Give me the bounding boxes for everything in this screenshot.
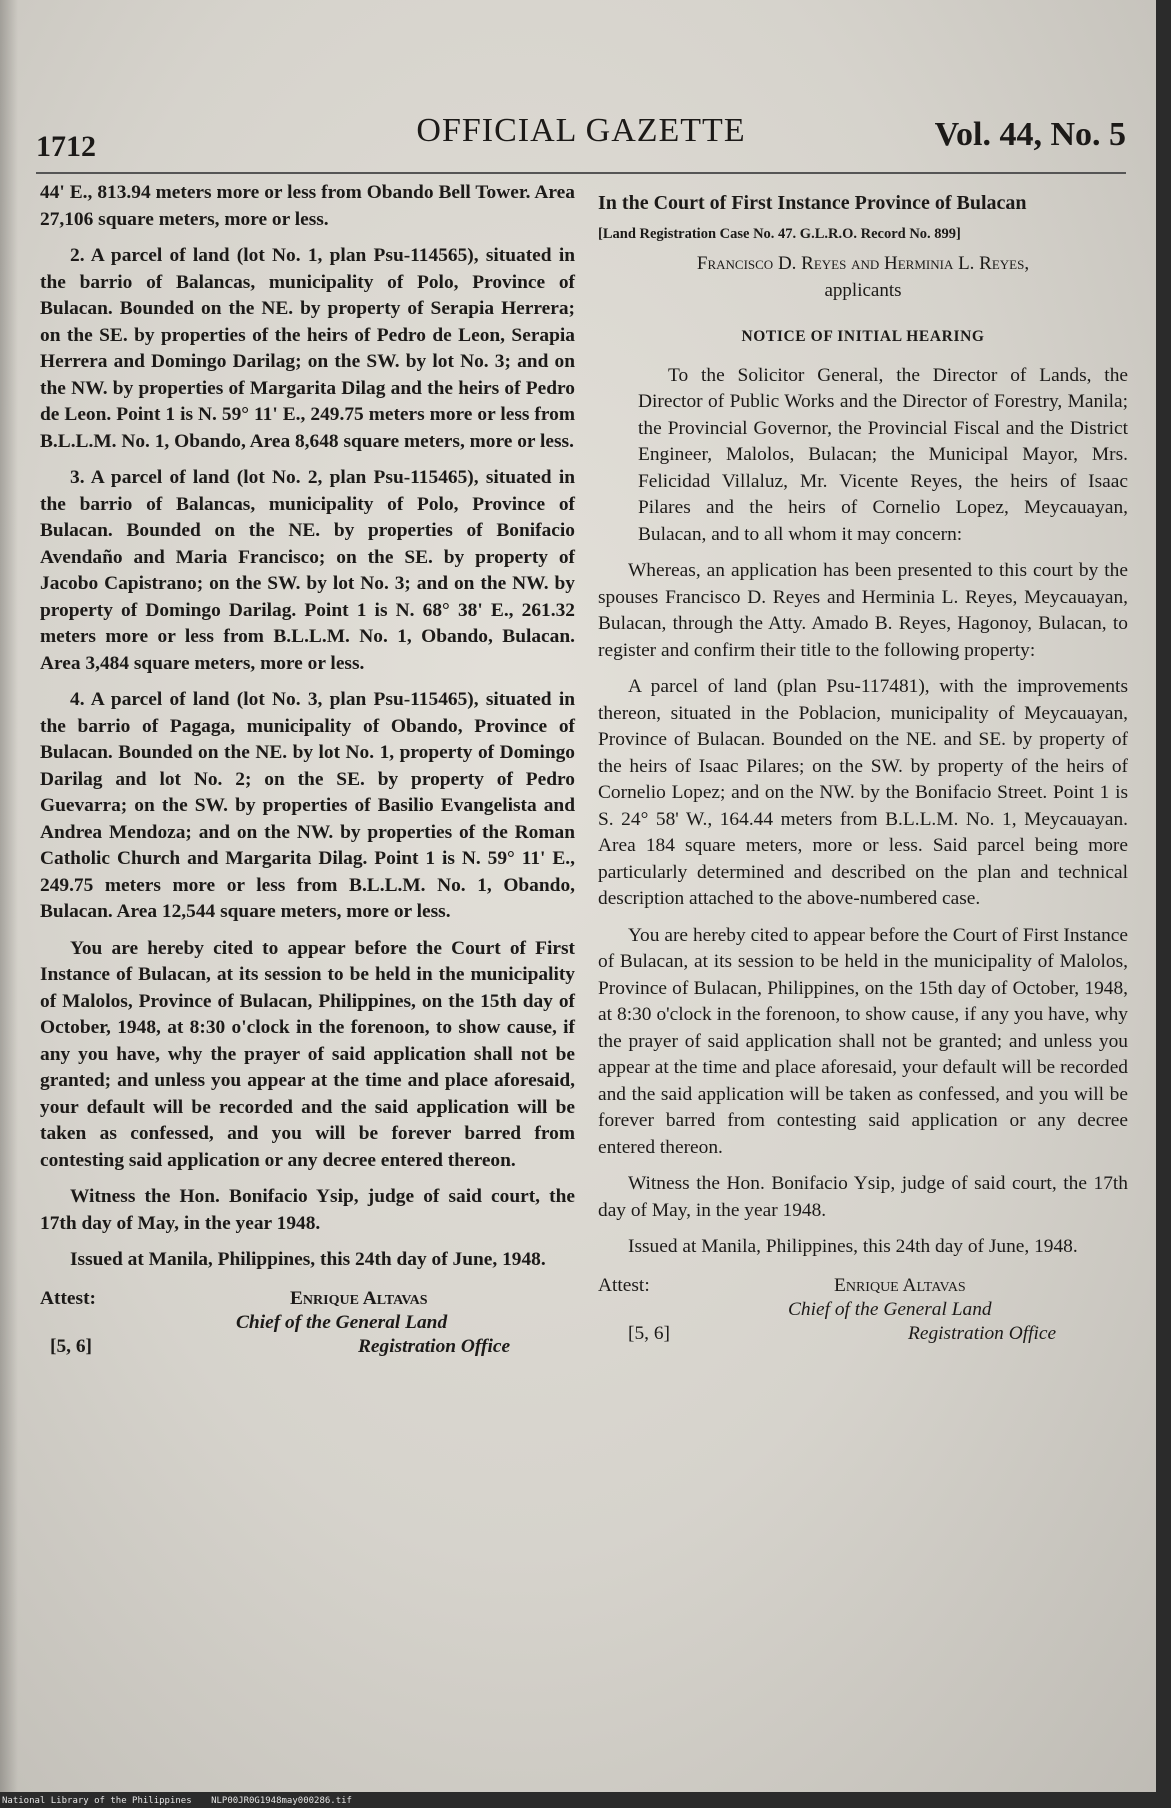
page-spine-shadow [0,0,18,1792]
page-header [36,108,1126,170]
issue-reference: [5, 6] [50,1335,93,1357]
page-number: 1712 [36,130,96,163]
right-paragraph: You are hereby cited to appear before the Court of First Instance of Bulacan, at its session to be held in the municipality of Malolos, Province of Bulacan, Philippines, on the 15th day of October, 1948, at 8:30 o'clock in the forenoon, to show cause, if any you have, why the prayer of said application shall not be granted; and unless you appear at the time and place aforesaid, your default will be recorded and the said application will be taken as confessed, and you will be forever barred from contesting said application or any decree entered thereon. [598,924,1128,1158]
right-signature-block [598,1273,1128,1361]
signer-office: Registration Office [908,1322,1057,1344]
left-paragraph: 2. A parcel of land (lot No. 1, plan Psu-114565), situated in the barrio of Balancas, municipality of Polo, Province of Bulacan. Bounded on the NE. by property of Serapia Herrera; on the SE. by properties of the heirs of Pedro de Leon, Serapia Herrera and Domingo Darilag; on the SW. by lot No. 3; and on the NW. by properties of Margarita Dilag and the heirs of Pedro de Leon. Point 1 is N. 59° 11' E., 249.75 meters more or less from B.L.L.M. No. 1, Obando, Area 8,648 square meters, more or less. [40,245,575,452]
applicants [598,251,1128,304]
issue-reference: [5, 6] [628,1322,671,1344]
left-paragraph: 44' E., 813.94 meters more or less from Obando Bell Tower. Area 27,106 square meters, more or less. [40,182,575,230]
applicant-names: Francisco D. Reyes and Herminia L. Reyes, [696,253,1030,274]
court-heading: In the Court of First Instance Province of Bulacan [598,192,1027,214]
signer-title: Chief of the General Land [788,1298,992,1320]
right-paragraph: Whereas, an application has been presented to this court by the spouses Francisco D. Reyes and Herminia L. Reyes, Meycauayan, Bulacan, through the Atty. Amado B. Reyes, Hagonoy, Bulacan, to register and confirm their title to the following property: [598,560,1128,661]
left-column [40,180,575,1374]
left-paragraph: You are hereby cited to appear before the Court of First Instance of Bulacan, at its session to be held in the municipality of Malolos, Province of Bulacan, Philippines, on the 15th day of October, 1948, at 8:30 o'clock in the forenoon, to show cause, if any you have, why the prayer of said application shall not be granted; and unless you appear at the time and place aforesaid, your default will be recorded and the said application will be taken as confessed, and you will be forever barred from contesting said application or any decree entered thereon. [40,937,575,1171]
scan-filename: NLP00JR0G1948may000286.tif [211,1796,352,1806]
scan-footer [2,1796,366,1806]
publication-title: OFFICIAL GAZETTE [416,112,746,149]
left-paragraph: 4. A parcel of land (lot No. 3, plan Psu-115465), situated in the barrio of Pagaga, municipality of Obando, Province of Bulacan. Bounded on the NE. by lot No. 1, property of Domingo Darilag and lot No. 2; on the SE. by property of Pedro Guevarra; on the SW. by properties of Basilio Evangelista and Andrea Mendoza; and on the NW. by properties of the Roman Catholic Church and Margarita Dilag. Point 1 is N. 59° 11' E., 249.75 meters more or less from B.L.L.M. No. 1, Obando, Bulacan. Area 12,544 square meters, more or less. [40,689,575,922]
left-paragraph: Issued at Manila, Philippines, this 24th day of June, 1948. [70,1249,546,1270]
right-paragraph: Issued at Manila, Philippines, this 24th day of June, 1948. [628,1236,1078,1257]
notice-heading: NOTICE OF INITIAL HEARING [741,328,985,345]
addressees: To the Solicitor General, the Director of Lands, the Director of Public Works and the Director of Forestry, Manila; the Provincial Governor, the Provincial Fiscal and the District Engineer, Malolos, Bulacan; the Municipal Mayor, Mrs. Felicidad Villaluz, Mr. Vicente Reyes, the heirs of Isaac Pilares and the heirs of Cornelio Lopez, Meycauayan, Bulacan, and to all whom it may concern: [638,364,1128,545]
attest-label: Attest: [40,1287,96,1309]
left-paragraph: Witness the Hon. Bonifacio Ysip, judge of said court, the 17th day of May, in the year 1948. [40,1186,575,1234]
attest-label: Attest: [598,1274,650,1296]
right-column [598,180,1128,1361]
signer-name: Enrique Altavas [834,1274,966,1296]
case-record: [Land Registration Case No. 47. G.L.R.O. Record No. 899] [598,225,961,242]
right-paragraph: Witness the Hon. Bonifacio Ysip, judge of said court, the 17th day of May, in the year 1948. [598,1173,1128,1221]
left-paragraph: 3. A parcel of land (lot No. 2, plan Psu-115465), situated in the barrio of Balancas, municipality of Polo, Province of Bulacan. Bounded on the NE. by properties of Bonifacio Avendaño and Maria Francisco; on the SE. by property of Jacobo Capistrano; on the SW. by lot No. 3; and on the NW. by property of Domingo Darilag. Point 1 is N. 68° 38' E., 261.32 meters more or less from B.L.L.M. No. 1, Obando, Bulacan. Area 3,484 square meters, more or less. [40,467,575,674]
library-credit: National Library of the Philippines [2,1796,192,1806]
signer-office: Registration Office [358,1335,511,1357]
applicant-role: applicants [824,279,902,301]
signer-name: Enrique Altavas [290,1287,428,1309]
header-rule [36,172,1126,174]
right-paragraph: A parcel of land (plan Psu-117481), with the improvements thereon, situated in the Poblacion, municipality of Meycauayan, Province of Bulacan. Bounded on the NE. and SE. by property of the heirs of Isaac Pilares; on the SW. by property of the heirs of Cornelio Lopez; and on the NW. by the Bonifacio Street. Point 1 is S. 24° 58' W., 164.44 meters from B.L.L.M. No. 1, Meycauayan. Area 184 square meters, more or less. Said parcel being more particularly determined and described on the plan and technical description attached to the above-numbered case. [598,676,1128,909]
volume-issue: Vol. 44, No. 5 [934,116,1126,153]
left-signature-block [40,1286,575,1374]
signer-title: Chief of the General Land [236,1311,448,1333]
